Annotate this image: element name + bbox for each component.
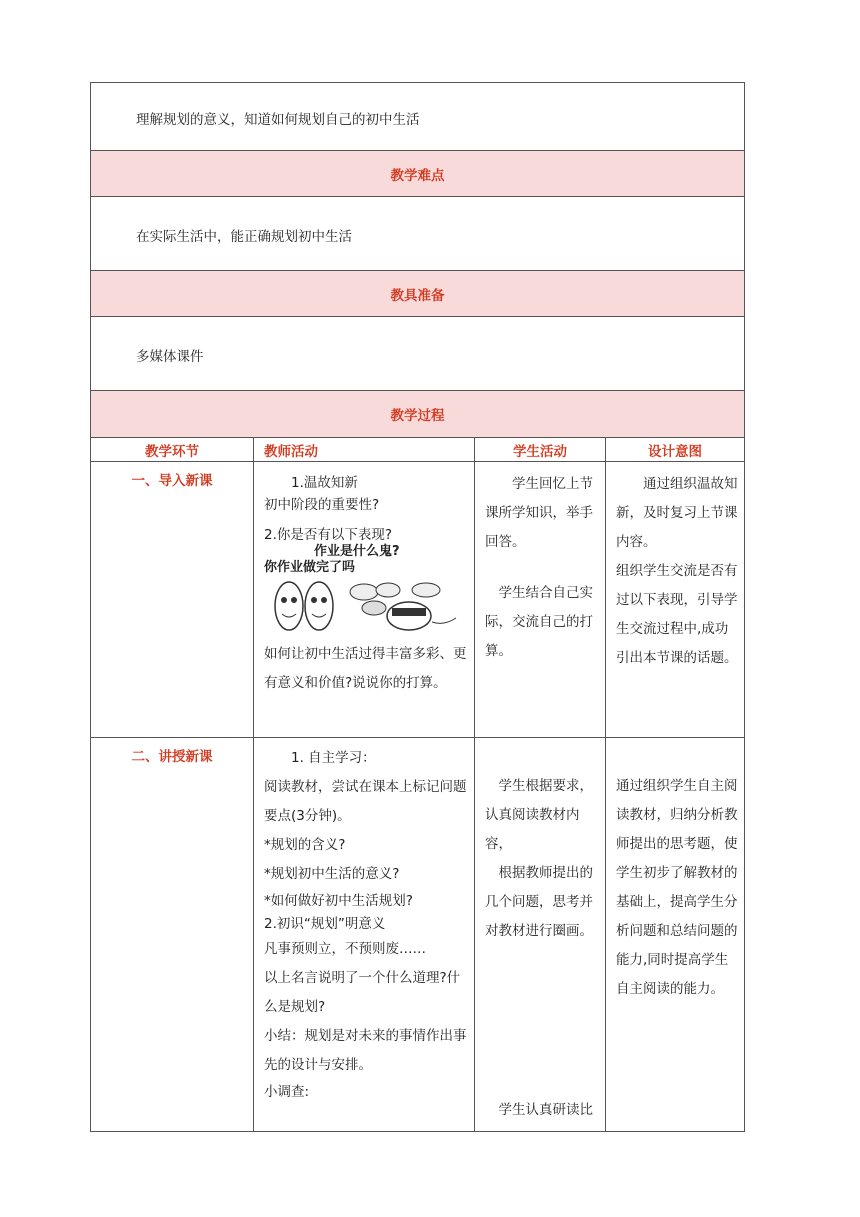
stage-teaching: 二、讲授新课 bbox=[131, 749, 213, 765]
teacher-teach-line-1: 1. 自主学习： bbox=[291, 750, 376, 766]
teacher-teach-line-9: 小结：规划是对未来的事情作出事先的设计与安排。 bbox=[264, 1028, 467, 1073]
intent-intro-para-1: 通过组织温故知新，及时复习上节课内容。 bbox=[616, 476, 738, 550]
teacher-teach-line-2: 阅读教材，尝试在课本上标记问题要点(3分钟)。 bbox=[264, 779, 467, 824]
tools-title: 教具准备 bbox=[91, 271, 745, 317]
difficulty-row bbox=[91, 197, 745, 271]
teacher-intro-line-2: 初中阶段的重要性? bbox=[264, 497, 380, 513]
cartoon-faces-icon bbox=[264, 578, 464, 638]
section-intro-row bbox=[91, 462, 745, 738]
student-activity-intro bbox=[475, 462, 605, 672]
cartoon-caption-1: 作业是什么鬼? bbox=[314, 544, 400, 559]
design-intent-intro bbox=[606, 462, 744, 679]
teacher-teach-line-5: *如何做好初中生活规划? bbox=[264, 893, 413, 909]
teacher-intro-line-1: 1.温故知新 bbox=[291, 475, 358, 491]
teacher-teach-line-7: 凡事预则立，不预则废…… bbox=[264, 941, 426, 957]
intent-teach-para-1: 通过组织学生自主阅读教材，归纳分析教师提出的思考题，使学生初步了解教材的基础上，提高学生分析问题和总结问题的能力,同时提高学生自主阅读的能力。 bbox=[616, 778, 738, 997]
process-header-row bbox=[91, 391, 745, 438]
lesson-plan-document bbox=[90, 82, 744, 1132]
column-header-row bbox=[91, 438, 745, 462]
student-teach-para-1: 学生根据要求，认真阅读教材内容， bbox=[485, 778, 593, 852]
tools-row bbox=[91, 317, 745, 391]
teacher-intro-line-3: 2.你是否有以下表现? bbox=[264, 527, 393, 543]
design-intent-teaching bbox=[606, 738, 744, 1010]
difficulty-title: 教学难点 bbox=[91, 151, 745, 197]
difficulty-header-row bbox=[91, 151, 745, 197]
teacher-teach-line-3: *规划的含义? bbox=[264, 837, 346, 853]
tools-header-row bbox=[91, 271, 745, 317]
col-header-student: 学生活动 bbox=[475, 438, 606, 462]
teacher-teach-line-8: 以上名言说明了一个什么道理?什么是规划? bbox=[264, 970, 461, 1015]
student-intro-para-1: 学生回忆上节课所学知识，举手回答。 bbox=[485, 476, 593, 550]
teacher-intro-line-4: 如何让初中生活过得丰富多彩、更有意义和价值?说说你的打算。 bbox=[264, 646, 467, 691]
student-teach-para-2: 根据教师提出的几个问题，思考并对教材进行圈画。 bbox=[485, 865, 593, 939]
intent-intro-para-2: 组织学生交流是否有过以下表现，引导学生交流过程中,成功引出本节课的话题。 bbox=[616, 563, 738, 666]
tools-text: 多媒体课件 bbox=[136, 349, 204, 365]
teacher-teach-line-10: 小调查: bbox=[264, 1084, 310, 1100]
col-header-teacher: 教师活动 bbox=[254, 438, 475, 462]
student-activity-teaching bbox=[475, 738, 605, 1131]
cartoon-caption-2: 你作业做完了吗 bbox=[264, 560, 356, 575]
teacher-teach-line-6: 2.初识“规划”明意义 bbox=[264, 916, 386, 932]
col-header-intent: 设计意图 bbox=[606, 438, 745, 462]
teacher-activity-intro bbox=[254, 462, 474, 704]
stage-intro: 一、导入新课 bbox=[131, 473, 213, 489]
student-intro-para-2: 学生结合自己实际，交流自己的打算。 bbox=[485, 585, 593, 659]
teacher-teach-line-4: *规划初中生活的意义? bbox=[264, 866, 400, 882]
difficulty-text: 在实际生活中，能正确规划初中生活 bbox=[136, 229, 352, 245]
lesson-plan-table bbox=[90, 82, 745, 1132]
objective-row bbox=[91, 83, 745, 151]
col-header-stage: 教学环节 bbox=[91, 438, 254, 462]
teacher-activity-teaching bbox=[254, 738, 474, 1110]
homework-cartoon-illustration bbox=[264, 544, 468, 638]
process-title: 教学过程 bbox=[91, 391, 745, 438]
section-teaching-row bbox=[91, 738, 745, 1132]
objective-text: 理解规划的意义，知道如何规划自己的初中生活 bbox=[136, 112, 420, 128]
student-teach-para-3: 学生认真研读比 bbox=[498, 1102, 593, 1118]
